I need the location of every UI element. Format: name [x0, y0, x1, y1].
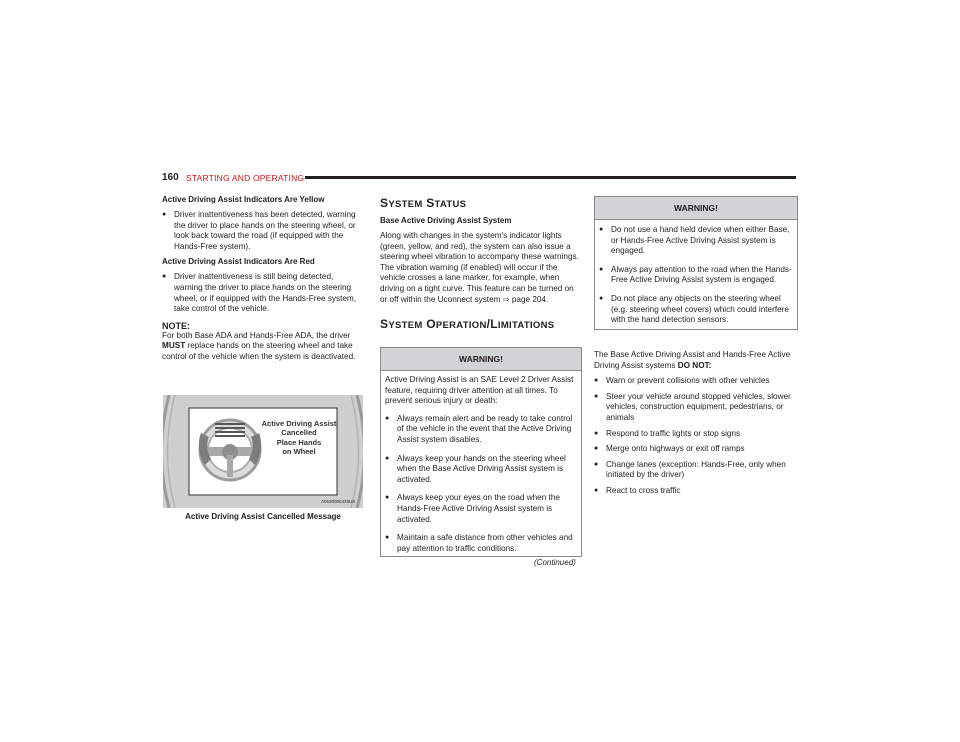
note-label: NOTE: [162, 320, 190, 331]
oplim-slash: / [486, 317, 491, 332]
column-right [594, 350, 796, 497]
note-text-post: replace hands on the steering wheel and take control of the vehicle when the system is deactivated. [162, 341, 356, 361]
warning-intro: Active Driving Assist is an SAE Level 2 Driver Assist feature, requiring driver attention at all times. To prevent serious injury or death: [385, 375, 574, 406]
oplim-small-3: IMITATIONS [497, 320, 555, 332]
column-middle [380, 196, 581, 331]
status-para-pre: Along with changes in the system's indicator lights (green, yellow, and red), the system can also issue a steering wheel vibration to accompany these warnings. The vibration warning (if enabled) will occur if the vehicle crosses a lane marker, for example, when driving on a tight curve. This feature can be turned on or off within the Uconnect system [380, 231, 579, 304]
does-not-bullet: ● Warn or prevent collisions with other vehicles [594, 376, 796, 387]
intro-bold: DO NOT: [677, 360, 712, 370]
base-ada-heading: Base Active Driving Assist System [380, 216, 512, 225]
yellow-indicator-heading: Active Driving Assist Indicators Are Yellow [162, 195, 325, 204]
figure-code: A0630000433US [321, 499, 356, 504]
column-left [162, 195, 364, 363]
red-indicator-heading: Active Driving Assist Indicators Are Red [162, 257, 315, 267]
ada-cancelled-figure [163, 395, 363, 508]
system-status-heading [380, 196, 581, 210]
does-not-bullet: ● Steer your vehicle around stopped vehicles, slower vehicles, construction equipment, pedestrians, or animals [594, 392, 796, 424]
status-small-1: YSTEM [388, 199, 423, 210]
figure-line-3: Place Hands [276, 437, 322, 447]
warning-title: WARNING! [381, 348, 581, 371]
warning-box-middle [380, 347, 582, 557]
oplim-big-2: O [426, 317, 436, 332]
warning-bullet: ● Maintain a safe distance from other vehicles and pay attention to traffic conditions. [385, 533, 577, 554]
note-text-pre: For both Base ADA and Hands-Free ADA, the driver [162, 330, 351, 340]
ada-does-not-intro [594, 350, 796, 371]
does-not-bullet: ● Respond to traffic lights or stop signs [594, 429, 796, 440]
system-status-paragraph [380, 231, 581, 305]
figure-caption: Active Driving Assist Cancelled Message [185, 512, 341, 521]
figure-message [257, 419, 341, 456]
intro-text: The Base Active Driving Assist and Hands-Free Active Driving Assist systems [594, 350, 791, 370]
oplim-big-3: L [490, 317, 498, 332]
warning-title: WARNING! [595, 197, 797, 220]
status-small-2: TATUS [434, 199, 467, 210]
status-big-1: S [380, 196, 389, 210]
figure-line-2: Cancelled [281, 428, 317, 438]
figure-line-4: on Wheel [282, 446, 316, 456]
warning-bullet: ● Always remain alert and be ready to take control of the vehicle in the event that the Active Driving Assist system disables. [385, 414, 577, 446]
warning-bullet: ● Do not place any objects on the steering wheel (e.g. steering wheel covers) which could interfere with the hand detection sensors. [599, 294, 793, 326]
warning-box-right [594, 196, 798, 330]
warning-bullet: ● Always keep your hands on the steering wheel when the Base Active Driving Assist system is activated. [385, 454, 577, 486]
oplim-big-1: S [380, 317, 389, 332]
warning-bullet: ● Do not use a hand held device when either Base, or Hands-Free Active Driving Assist system is engaged. [599, 225, 793, 257]
oplim-small-1: YSTEM [388, 320, 423, 332]
system-operation-heading [380, 317, 581, 331]
status-big-2: S [426, 196, 435, 210]
page-ref-arrow-icon: ⇨ [502, 294, 510, 304]
does-not-bullet: ● React to cross traffic [594, 486, 796, 497]
does-not-bullet: ● Change lanes (exception: Hands-Free, only when initiated by the driver) [594, 460, 796, 481]
note-text [162, 331, 364, 363]
red-indicator-bullet: ● Driver inattentiveness is still being detected, warning the driver to place hands on the steering wheel, or if equipped with the Hands-Free system, take control of the vehicle. [162, 272, 364, 314]
section-title: STARTING AND OPERATING [186, 173, 305, 183]
warning-bullet: ● Always pay attention to the road when the Hands-Free Active Driving Assist system is engaged. [599, 265, 793, 286]
yellow-indicator-bullet: ● Driver inattentiveness has been detected, warning the driver to place hands on the steering wheel, or look back toward the road (if equipped with the Hands-Free system). [162, 210, 364, 252]
steering-wheel-icon [199, 420, 261, 480]
header-rule [305, 176, 796, 179]
oplim-small-2: PERATION [435, 320, 487, 332]
page-number: 160 [162, 172, 179, 183]
continued-label: (Continued) [534, 558, 576, 567]
warning-bullet: ● Always keep your eyes on the road when the Hands-Free Active Driving Assist system is activated. [385, 493, 577, 525]
note-must: MUST [162, 341, 186, 351]
figure-line-1: Active Driving Assist [261, 419, 337, 428]
page-ref-link[interactable]: page 204. [509, 294, 549, 304]
does-not-bullet: ● Merge onto highways or exit off ramps [594, 444, 796, 455]
